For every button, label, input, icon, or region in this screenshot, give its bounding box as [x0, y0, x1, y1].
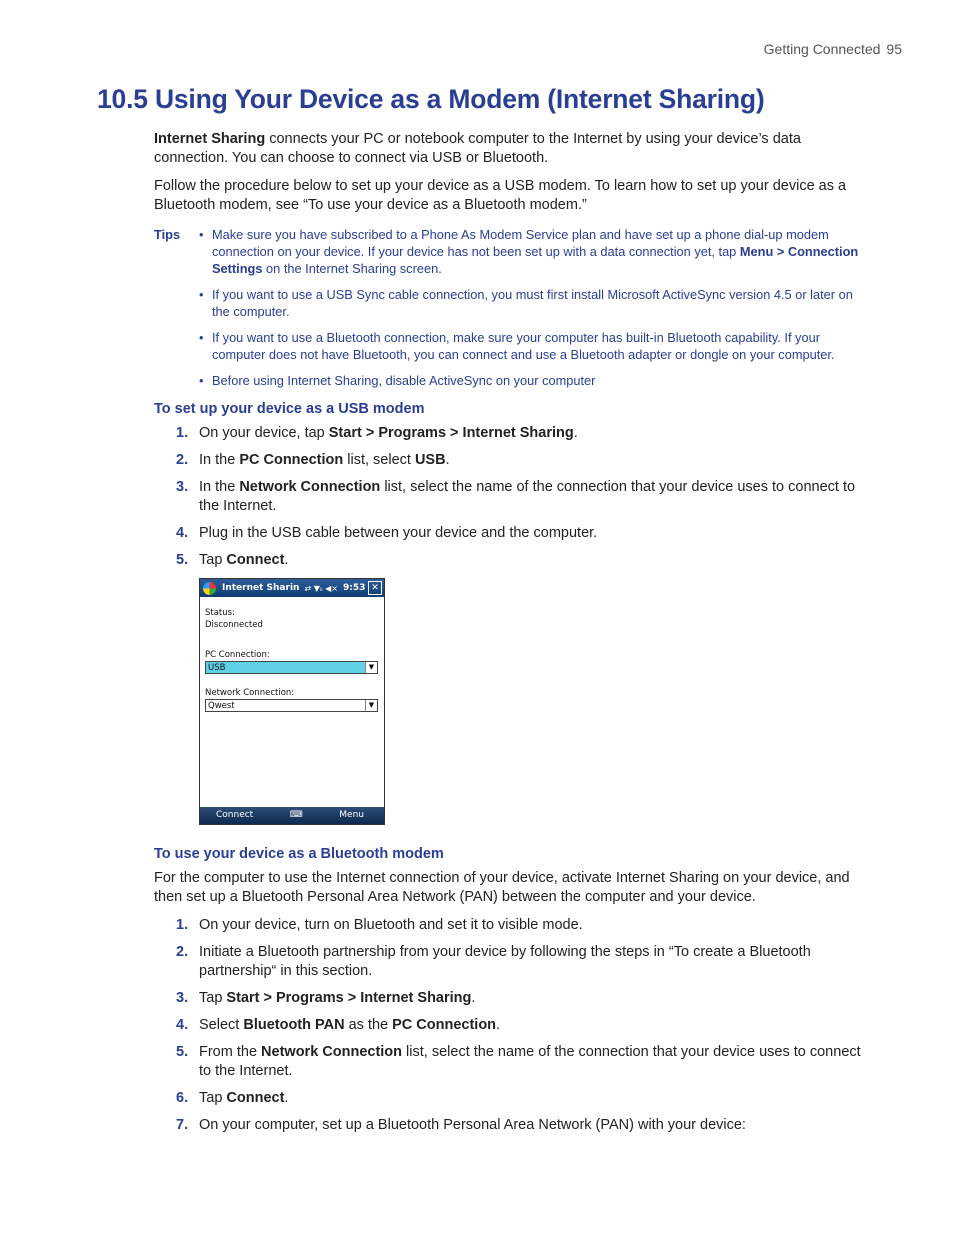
tips-list: [154, 226, 869, 389]
usb-heading: To set up your device as a USB modem: [154, 401, 425, 417]
bluetooth-heading: To use your device as a Bluetooth modem: [154, 846, 444, 862]
step-item: 4. Plug in the USB cable between your device and the computer.: [176, 525, 598, 541]
softkey-bar: [200, 807, 384, 824]
step-item: 5. Tap Connect.: [176, 552, 289, 568]
network-connection-label: Network Connection:: [205, 688, 295, 698]
tip-item: • Before using Internet Sharing, disable ActiveSync on your computer: [212, 372, 869, 389]
step-item: 3. In the Network Connection list, select the name of the connection that your device uses to connect to the Internet.: [176, 479, 856, 514]
status-icons: ⇄ ▼ᵢₗ ◀×: [304, 583, 339, 593]
menu-softkey[interactable]: Menu: [339, 810, 364, 820]
tip-item: • If you want to use a Bluetooth connection, make sure your computer has built-in Bluetooth capability. If your computer does not have Bluetooth, you can connect and use a Bluetooth adapter or dongle on your computer.: [212, 329, 869, 363]
step-item: 2. In the PC Connection list, select USB.: [176, 452, 450, 468]
step-item: 2. Initiate a Bluetooth partnership from your device by following the steps in “To create a Bluetooth partnership“ in this section.: [176, 944, 811, 979]
connect-softkey[interactable]: Connect: [216, 810, 254, 820]
step-item: 1. On your device, turn on Bluetooth and set it to visible mode.: [176, 917, 583, 933]
usb-steps: [154, 424, 869, 570]
tip-item: • Make sure you have subscribed to a Phone As Modem Service plan and have set up a phone dial-up modem connection on your device. If your device has not been set up with a data connection yet, tap Menu > Connection Settings on the Internet Sharing screen.: [212, 226, 869, 277]
network-connection-value: Qwest: [208, 701, 235, 711]
status-value: Disconnected: [205, 620, 263, 630]
device-screenshot: [199, 578, 385, 825]
chevron-down-icon[interactable]: ▼: [365, 662, 377, 673]
close-icon[interactable]: ✕: [368, 581, 382, 595]
tips-box: [154, 226, 869, 389]
tips-label: Tips: [154, 227, 181, 242]
pc-connection-value: USB: [208, 663, 226, 673]
network-connection-select[interactable]: [205, 699, 378, 712]
step-item: 6. Tap Connect.: [176, 1090, 289, 1106]
bluetooth-intro: For the computer to use the Internet connection of your device, activate Internet Sharing on your device, and then set up a Bluetooth Personal Area Network (PAN) between the computer and your device.: [154, 870, 850, 905]
device-body: [200, 597, 384, 712]
pc-connection-label: PC Connection:: [205, 650, 270, 660]
step-item: 4. Select Bluetooth PAN as the PC Connection.: [176, 1017, 501, 1033]
step-item: 3. Tap Start > Programs > Internet Sharing.: [176, 990, 476, 1006]
page-title: 10.5 Using Your Device as a Modem (Internet Sharing): [97, 84, 765, 114]
tip-item: • If you want to use a USB Sync cable connection, you must first install Microsoft ActiveSync version 4.5 or later on the computer.: [212, 286, 869, 320]
bluetooth-steps: [154, 916, 869, 1135]
intro-paragraph-2: Follow the procedure below to set up your device as a USB modem. To learn how to set up your device as a Bluetooth modem, see “To use your device as a Bluetooth modem.”: [154, 178, 847, 213]
device-clock: 9:53: [343, 582, 366, 593]
step-item: 7. On your computer, set up a Bluetooth Personal Area Network (PAN) with your device:: [176, 1117, 746, 1133]
step-item: 5. From the Network Connection list, select the name of the connection that your device uses to connect to the Internet.: [176, 1044, 861, 1079]
chevron-down-icon[interactable]: ▼: [365, 700, 377, 711]
section-name: Getting Connected: [763, 41, 881, 57]
windows-start-icon[interactable]: [203, 582, 216, 595]
status-label: Status:: [205, 608, 235, 618]
device-window-title: Internet Sharin: [222, 582, 300, 593]
step-item: 1. On your device, tap Start > Programs > Internet Sharing.: [176, 425, 578, 441]
running-header: [764, 41, 902, 57]
device-title-bar: [200, 579, 384, 597]
main-content: [154, 130, 869, 1143]
page-number: 95: [886, 41, 902, 57]
intro-paragraph-1: Internet Sharing connects your PC or notebook computer to the Internet by using your device’s data connection. You can choose to connect via USB or Bluetooth.: [154, 131, 801, 166]
pc-connection-select[interactable]: [205, 661, 378, 674]
keyboard-icon[interactable]: ⌨: [289, 810, 303, 820]
